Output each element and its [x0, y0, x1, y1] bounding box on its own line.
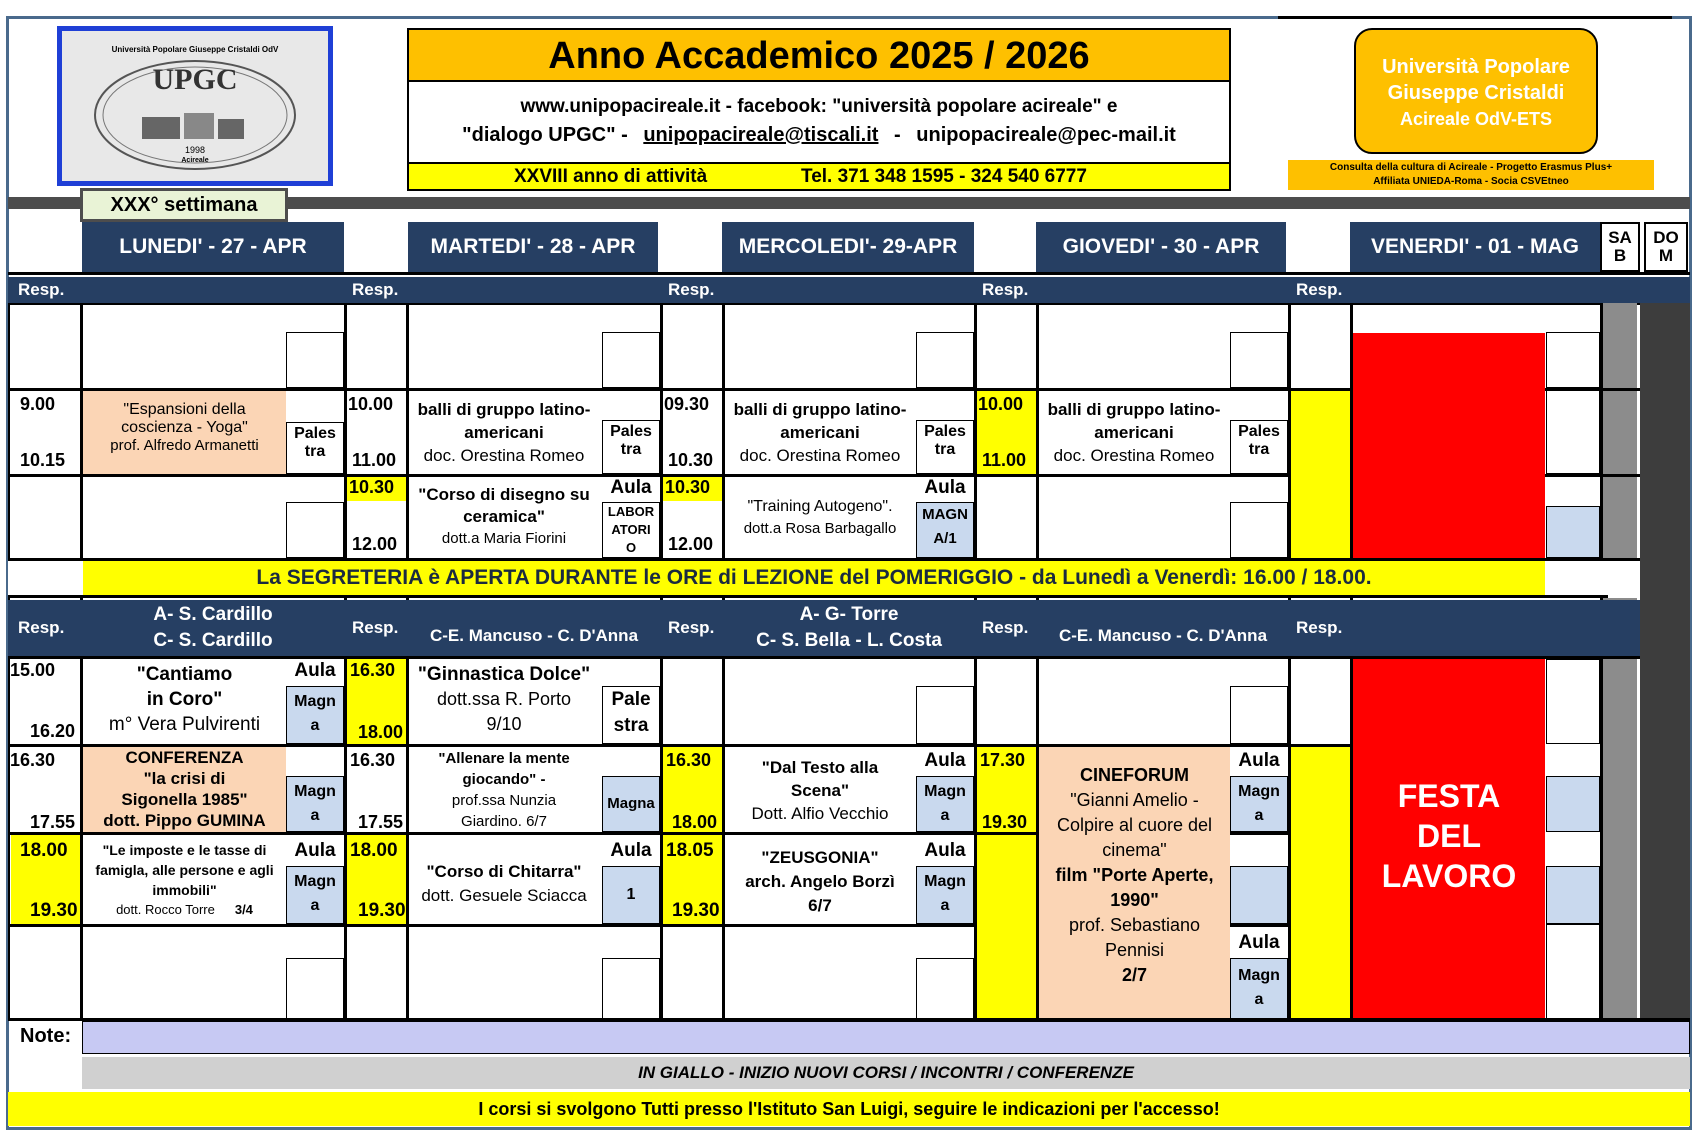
- tue-p3-end: 19.30: [358, 900, 406, 921]
- day-header-tuesday: MARTEDI' - 28 - APR: [408, 222, 658, 272]
- room-line: Pale: [611, 689, 651, 710]
- tue-p3-aula: Aula: [610, 840, 652, 861]
- thu-p1-end: 19.30: [982, 812, 1028, 832]
- resp-name: C- S. Cardillo: [153, 630, 273, 651]
- friday-holiday-morning: [1353, 333, 1545, 558]
- course-teacher: dott. Pippo GUMINA: [103, 811, 266, 830]
- note-label: Note:: [20, 1025, 72, 1047]
- room-line: MAGN: [922, 506, 968, 523]
- resp-name: A- S. Cardillo: [153, 604, 273, 625]
- course-title: "Espansioni della coscienza - Yoga": [121, 401, 248, 436]
- room-line: a: [1254, 807, 1264, 824]
- course-code: 2/7: [1121, 965, 1148, 985]
- segreteria-blank: [1545, 561, 1600, 595]
- activity-line: [409, 162, 1229, 189]
- holiday-label: [1353, 776, 1545, 896]
- contacts-line-1: www.unipopacireale.it - facebook: "università popolare acireale" e: [520, 96, 1118, 117]
- tue-p1-room: [602, 686, 660, 744]
- room-line: a: [940, 897, 950, 914]
- note-field[interactable]: [82, 1021, 1690, 1054]
- resp-pm-tue: Resp.: [346, 600, 398, 656]
- thu-p1-aula-2: Aula: [1238, 932, 1280, 953]
- footer-legend: IN GIALLO - INIZIO NUOVI CORSI / INCONTRI / CONFERENZE: [82, 1057, 1690, 1089]
- course-title: in Coro": [146, 689, 223, 710]
- contacts-sep: -: [894, 124, 901, 146]
- tue-m1-room: [602, 420, 660, 474]
- fri-resp-yellow-pm: [1291, 747, 1350, 1020]
- uni-sub-2: Affiliata UNIEDA-Roma - Socia CSVEtneo: [1373, 176, 1569, 187]
- resp-mon: Resp.: [12, 277, 80, 303]
- course-title: "Dal Testo alla: [761, 758, 879, 777]
- mon-p3-start: 18.00: [20, 840, 68, 861]
- room-line: a: [1254, 991, 1264, 1008]
- course-teacher: Dott. Alfio Vecchio: [751, 804, 889, 823]
- mon-p2-course[interactable]: [83, 747, 286, 832]
- thu-p1-start: 17.30: [980, 750, 1026, 770]
- course-teacher: m° Vera Pulvirenti: [108, 714, 261, 735]
- tue-p1-start: 16.30: [350, 660, 396, 680]
- day-header-monday: LUNEDI' - 27 - APR: [82, 222, 344, 272]
- course-title: CINEFORUM: [1080, 765, 1189, 785]
- course-title: Scena": [790, 781, 850, 800]
- course-title: Colpire al cuore del: [1056, 815, 1213, 835]
- room-box: [1230, 502, 1288, 558]
- course-title: "Corso di disegno su ceramica": [418, 485, 590, 526]
- saturday-column-pm: [1603, 598, 1637, 1020]
- sunday-header: [1644, 222, 1688, 272]
- wed-p1-room: [916, 776, 974, 832]
- logo-city: Acireale: [181, 157, 209, 164]
- room-box: [1230, 686, 1288, 744]
- fri-resp-yellow: [1291, 391, 1350, 558]
- room-line: Pales: [924, 423, 966, 440]
- room-box: [602, 332, 660, 388]
- course-title: giocando" -: [462, 771, 546, 788]
- tue-p3-start: 18.00: [350, 840, 398, 861]
- room-line: Pales: [1238, 423, 1280, 440]
- resp-pm-mon: Resp.: [12, 600, 64, 656]
- course-title: immobili": [152, 882, 217, 898]
- room-line: ATORI: [611, 522, 651, 537]
- holiday-word: DEL: [1417, 818, 1481, 854]
- tue-m2-aula: Aula: [610, 477, 652, 498]
- course-title: "ZEUSGONIA": [761, 848, 879, 867]
- sun-2: M: [1658, 246, 1674, 265]
- course-teacher: dott. Rocco Torre: [116, 902, 215, 917]
- tue-m2-start: 10.30: [347, 477, 406, 501]
- wed-p1-course[interactable]: [725, 756, 915, 825]
- wed-m1-end: 10.30: [668, 450, 714, 470]
- room-box: [1546, 924, 1600, 1020]
- wed-m2-aula: Aula: [924, 477, 966, 498]
- room-line: O: [625, 540, 637, 555]
- tue-p2-course[interactable]: [409, 748, 599, 832]
- room-box: [602, 958, 660, 1020]
- saturday-header: [1600, 222, 1640, 272]
- course-title: "Cantiamo: [136, 664, 233, 685]
- tue-p1-end: 18.00: [358, 722, 404, 742]
- course-title: balli di gruppo latino-americani: [733, 400, 907, 442]
- room-line: Pales: [294, 425, 336, 442]
- course-code: 6/7: [808, 896, 832, 915]
- logo-year: 1998: [184, 145, 206, 155]
- wed-m2-start: 10.30: [663, 477, 722, 501]
- resp-pm-fri: Resp.: [1290, 600, 1342, 656]
- mon-p2-room: [286, 776, 344, 832]
- room-line: tra: [1248, 441, 1270, 458]
- sunday-column: [1640, 303, 1690, 1020]
- holiday-word: LAVORO: [1381, 858, 1517, 894]
- uni-sub-1: Consulta della cultura di Acireale - Progetto Erasmus Plus+: [1329, 162, 1613, 173]
- course-teacher: dott.a Rosa Barbagallo: [743, 520, 897, 537]
- wed-m2-course[interactable]: [725, 496, 915, 540]
- room-line: a: [310, 897, 320, 914]
- thu-m1-end: 11.00: [982, 450, 1027, 470]
- university-affiliations: [1288, 160, 1654, 190]
- course-teacher: Giardino. 6/7: [461, 813, 547, 830]
- tue-m1-end: 11.00: [352, 450, 397, 470]
- sat-2: B: [1613, 246, 1627, 265]
- course-title: balli di gruppo latino-americani: [417, 400, 591, 442]
- course-teacher: dott. Gesuele Sciacca: [421, 886, 587, 905]
- room-line: LABOR: [607, 504, 655, 519]
- sat-1: SA: [1608, 228, 1632, 247]
- course-title: "la crisi di: [143, 769, 226, 788]
- uni-name-3: Acireale OdV-ETS: [1399, 109, 1553, 129]
- tue-p2-end: 17.55: [358, 812, 404, 832]
- segreteria-banner: La SEGRETERIA è APERTA DURANTE le ORE di LEZIONE del POMERIGGIO - da Lunedì a Venerdì: 16.00 / 18.00.: [83, 561, 1545, 595]
- course-title: "Corso di Chitarra": [426, 862, 582, 881]
- mon-m1-course[interactable]: [83, 391, 286, 474]
- day-header-thursday: GIOVEDI' - 30 - APR: [1036, 222, 1286, 272]
- course-title: "Gianni Amelio -: [1070, 790, 1199, 810]
- resp-thu: Resp.: [976, 277, 1036, 303]
- mon-p3-room: [286, 866, 344, 924]
- resp-wed: Resp.: [662, 277, 722, 303]
- wed-p1-start: 16.30: [666, 750, 712, 770]
- thu-p1-course[interactable]: [1039, 747, 1230, 1020]
- room-line: Magn: [924, 873, 966, 890]
- room-line: Pales: [610, 423, 652, 440]
- wed-p1-end: 18.00: [672, 812, 718, 832]
- room-box: [1546, 659, 1600, 744]
- tue-p2-start: 16.30: [350, 750, 396, 770]
- wed-m1-course[interactable]: [725, 398, 915, 467]
- room-line: a: [310, 807, 320, 824]
- course-title: CONFERENZA: [125, 748, 244, 767]
- resp-pm-thu: Resp.: [976, 600, 1028, 656]
- mon-p1-start: 15.00: [10, 660, 56, 680]
- wed-p2-end: 19.30: [672, 900, 720, 921]
- contacts-line-2: [409, 124, 1229, 147]
- course-teacher: Pennisi: [1104, 940, 1165, 960]
- thu-p1-room: [1230, 776, 1288, 832]
- title-box: [407, 28, 1231, 191]
- room-box: [916, 332, 974, 388]
- room-line: tra: [934, 441, 956, 458]
- mon-m1-start: 9.00: [20, 394, 56, 414]
- resp-wed-names: [724, 602, 974, 654]
- tue-p2-room: Magna: [602, 776, 660, 832]
- course-teacher: dott.a Maria Fiorini: [441, 530, 567, 547]
- course-teacher: prof. Sebastiano: [1068, 915, 1201, 935]
- wed-m2-end: 12.00: [668, 534, 714, 554]
- course-teacher: dott.ssa R. Porto: [436, 689, 572, 709]
- room-box: [286, 958, 344, 1020]
- mon-p2-start: 16.30: [10, 750, 56, 770]
- room-box: [1546, 866, 1600, 924]
- room-box: [286, 502, 344, 558]
- uni-name-2: Giuseppe Cristaldi: [1387, 82, 1565, 104]
- room-box: [1230, 866, 1288, 924]
- wed-p2-course[interactable]: [725, 846, 915, 918]
- tue-m2-course[interactable]: [409, 484, 599, 550]
- mon-p2-end: 17.55: [30, 812, 76, 832]
- tue-p1-course[interactable]: [409, 662, 599, 737]
- wed-m2-room: [916, 502, 974, 558]
- room-box: [1546, 390, 1600, 474]
- room-line: a: [940, 807, 950, 824]
- thu-p1-aula: Aula: [1238, 750, 1280, 771]
- course-teacher: prof.ssa Nunzia: [451, 792, 557, 809]
- course-teacher: prof. Alfredo Armanetti: [110, 437, 259, 454]
- email-pec: unipopacireale@pec-mail.it: [916, 124, 1176, 146]
- room-line: a: [310, 717, 320, 734]
- logo-acronym: UPGC: [152, 63, 238, 96]
- wed-m1-start: 09.30: [664, 394, 710, 414]
- course-title: balli di gruppo latino-americani: [1047, 400, 1221, 442]
- course-title: "Le imposte e le tasse di: [102, 842, 267, 858]
- saturday-column: [1603, 303, 1637, 558]
- room-line: stra: [613, 715, 649, 736]
- room-line: A/1: [933, 530, 957, 547]
- resp-pm-wed: Resp.: [662, 600, 714, 656]
- day-header-wednesday: MERCOLEDI'- 29-APR: [722, 222, 974, 272]
- tue-p3-room: 1: [602, 866, 660, 924]
- holiday-word: FESTA: [1397, 778, 1501, 814]
- resp-name: A- G- Torre: [799, 604, 899, 625]
- course-teacher: doc. Orestina Romeo: [423, 446, 585, 465]
- course-title: "Training Autogeno".: [747, 498, 893, 515]
- course-teacher: doc. Orestina Romeo: [739, 446, 901, 465]
- course-title: "Ginnastica Dolce": [417, 664, 591, 685]
- room-line: tra: [620, 441, 642, 458]
- room-line: Magn: [294, 783, 336, 800]
- room-box: [1546, 332, 1600, 388]
- contacts-dialogo: "dialogo UPGC" -: [462, 124, 628, 146]
- resp-thu-names: C-E. Mancuso - C. D'Anna: [1058, 626, 1268, 645]
- room-box: [916, 686, 974, 744]
- wed-p1-aula: Aula: [924, 750, 966, 771]
- room-box: [1230, 332, 1288, 388]
- room-line: Magn: [1238, 783, 1280, 800]
- wed-p2-start: 18.05: [666, 840, 714, 861]
- course-code: 9/10: [486, 714, 522, 734]
- room-box: [286, 332, 344, 388]
- thu-p1-room-2: [1230, 958, 1288, 1020]
- thu-m1-course[interactable]: [1039, 398, 1229, 467]
- mon-p1-room: [286, 686, 344, 744]
- thu-m1-start: 10.00: [978, 394, 1024, 414]
- logo-top-text: Università Popolare Giuseppe Cristaldi OdV: [111, 45, 279, 54]
- wed-m1-room: [916, 420, 974, 474]
- room-line: Magn: [294, 693, 336, 710]
- mon-p1-course[interactable]: [83, 662, 286, 737]
- page-title: Anno Accademico 2025 / 2026: [409, 30, 1229, 82]
- mon-m1-room: [286, 422, 344, 474]
- course-teacher: doc. Orestina Romeo: [1053, 446, 1215, 465]
- mon-p1-aula: Aula: [294, 660, 336, 681]
- header-rule: [1278, 16, 1672, 19]
- tue-p3-course[interactable]: [409, 860, 599, 908]
- footer-location: I corsi si svolgono Tutti presso l'Istituto San Luigi, seguire le indicazioni per l'accesso!: [8, 1092, 1690, 1126]
- email-link-tiscali[interactable]: unipopacireale@tiscali.it: [643, 124, 879, 146]
- resp-tue: Resp.: [346, 277, 406, 303]
- wed-p2-room: [916, 866, 974, 924]
- course-teacher: arch. Angelo Borzì: [745, 872, 895, 891]
- anno-attivita: XXVIII anno di attività: [514, 166, 708, 187]
- mon-p3-end: 19.30: [30, 900, 78, 921]
- sun-1: DO: [1653, 228, 1679, 247]
- uni-name-1: Università Popolare: [1382, 56, 1570, 78]
- tue-m2-room: [602, 502, 660, 558]
- week-label: XXX° settimana: [80, 188, 288, 222]
- room-box: [1546, 776, 1600, 832]
- course-title: "Allenare la mente: [438, 750, 570, 767]
- mon-p1-end: 16.20: [30, 721, 76, 741]
- tue-m1-course[interactable]: [409, 398, 599, 467]
- resp-name: C- S. Bella - L. Costa: [756, 630, 942, 651]
- telephone: Tel. 371 348 1595 - 324 540 6777: [801, 166, 1087, 187]
- header-divider: [8, 272, 1690, 275]
- room-line: Magn: [924, 783, 966, 800]
- course-title: famigla, alle persone e agli: [95, 862, 274, 878]
- mon-m1-end: 10.15: [20, 450, 66, 470]
- course-code: 3/4: [234, 902, 253, 917]
- mon-p3-course[interactable]: [83, 840, 286, 920]
- room-line: Magn: [1238, 967, 1280, 984]
- room-line: tra: [304, 443, 326, 460]
- tue-m2-end: 12.00: [352, 534, 398, 554]
- room-line: Magn: [294, 873, 336, 890]
- course-title: film "Porte Aperte,: [1055, 865, 1214, 885]
- resp-tue-names: C-E. Mancuso - C. D'Anna: [429, 626, 639, 645]
- resp-fri: Resp.: [1290, 277, 1350, 303]
- thu-m1-room: [1230, 420, 1288, 474]
- tue-m1-start: 10.00: [348, 394, 394, 414]
- course-title: 1990": [1110, 890, 1159, 910]
- mon-p3-aula: Aula: [294, 840, 336, 861]
- wed-p2-aula: Aula: [924, 840, 966, 861]
- course-title: cinema": [1102, 840, 1167, 860]
- resp-row: [8, 277, 1690, 303]
- room-box: [1546, 506, 1600, 558]
- logo: [57, 26, 333, 186]
- day-header-friday: VENERDI' - 01 - MAG: [1350, 222, 1600, 272]
- course-title: Sigonella 1985": [121, 790, 248, 809]
- university-badge: [1354, 28, 1598, 154]
- thu-resp-yellow: [977, 835, 1036, 1020]
- resp-mon-names: [82, 602, 344, 654]
- room-box: [916, 958, 974, 1020]
